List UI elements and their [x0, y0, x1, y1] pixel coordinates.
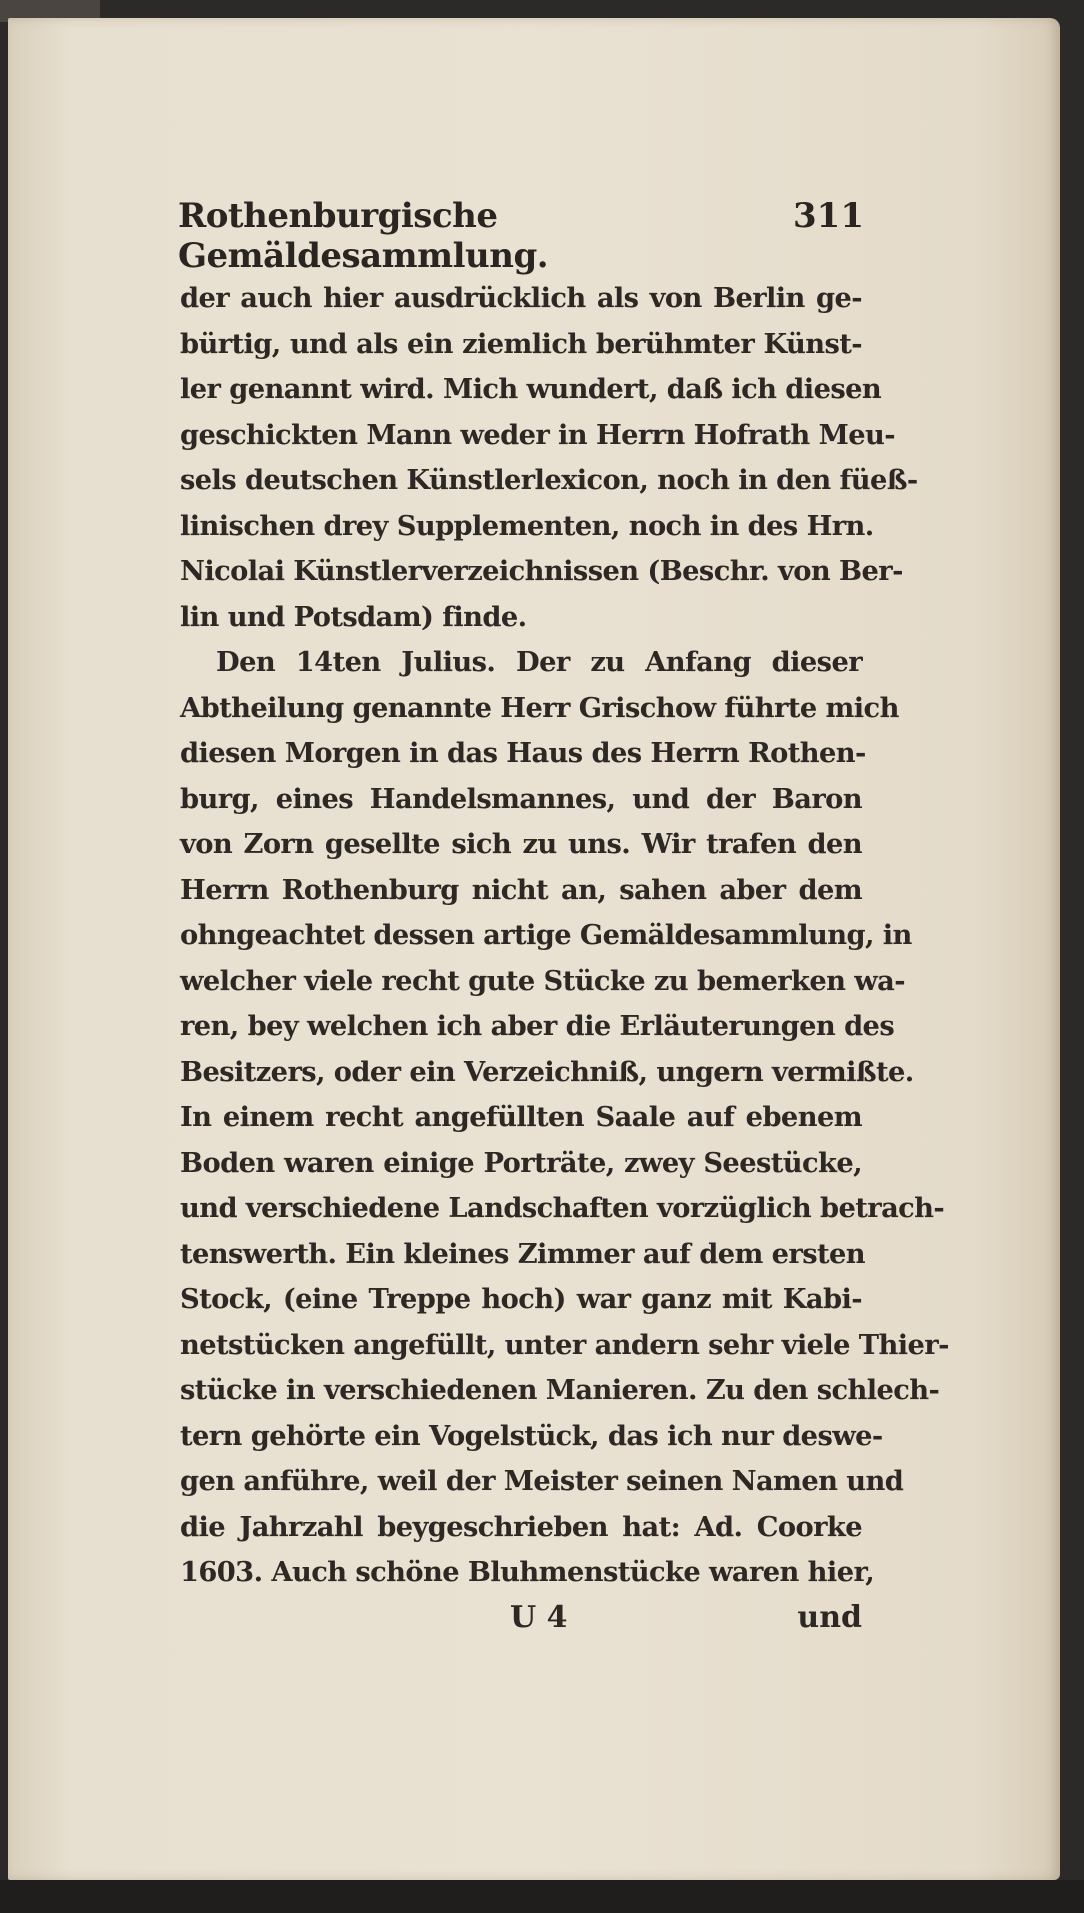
text-line: Stock, (eine Treppe hoch) war ganz mit Kabi- [180, 1283, 862, 1316]
text-line: sels deutschen Künstlerlexicon, noch in den füeß- [180, 464, 918, 497]
text-line: die Jahrzahl beygeschrieben hat: Ad. Coorke [180, 1510, 862, 1543]
text-line: 1603. Auch schöne Bluhmenstücke waren hier, [180, 1556, 875, 1589]
signature-mark: U 4 [510, 1600, 568, 1635]
text-line: Boden waren einige Porträte, zwey Seestücke, [180, 1146, 862, 1179]
catchword: und [797, 1600, 862, 1635]
text-line: tern gehörte ein Vogelstück, das ich nur deswe- [180, 1419, 883, 1452]
scan-background [0, 1880, 1084, 1913]
text-line: und verschiedene Landschaften vorzüglich betrach- [180, 1192, 945, 1225]
text-line: welcher viele recht gute Stücke zu bemerken wa- [180, 964, 905, 997]
text-line: burg, eines Handelsmannes, und der Baron [180, 782, 862, 815]
text-line: geschickten Mann weder in Herrn Hofrath Meu- [180, 418, 895, 451]
text-line: netstücken angefüllt, unter andern sehr viele Thier- [180, 1328, 949, 1361]
text-line: Den 14ten Julius. Der zu Anfang dieser [216, 646, 862, 679]
running-header [178, 196, 864, 276]
text-line: ohngeachtet dessen artige Gemäldesammlung, in [180, 919, 912, 952]
text-line: Abtheilung genannte Herr Grischow führte mich [180, 691, 899, 724]
text-line: tenswerth. Ein kleines Zimmer auf dem ersten [180, 1237, 865, 1270]
page-body [180, 276, 949, 1596]
text-line: diesen Morgen in das Haus des Herrn Rothen- [180, 737, 866, 770]
text-line: Herrn Rothenburg nicht an, sahen aber dem [180, 873, 862, 906]
text-line: von Zorn gesellte sich zu uns. Wir trafen den [180, 828, 862, 861]
text-line: der auch hier ausdrücklich als von Berlin ge- [180, 282, 862, 314]
text-line: gen anführe, weil der Meister seinen Namen und [180, 1465, 904, 1498]
text-line: bürtig, und als ein ziemlich berühmter Künst- [180, 327, 862, 360]
text-line: stücke in verschiedenen Manieren. Zu den schlech- [180, 1374, 940, 1407]
running-title: Rothenburgische Gemäldesammlung. [178, 196, 549, 276]
text-line: Besitzers, oder ein Verzeichniß, ungern vermißte. [180, 1055, 914, 1088]
text-line: lin und Potsdam) finde. [180, 600, 527, 633]
page-footer [180, 1600, 862, 1650]
text-line: linischen drey Supplementen, noch in des Hrn. [180, 509, 874, 542]
page-number: 311 [793, 196, 864, 236]
text-line: In einem recht angefüllten Saale auf ebenem [180, 1101, 862, 1134]
text-line: ler genannt wird. Mich wundert, daß ich diesen [180, 373, 882, 406]
text-line: ren, bey welchen ich aber die Erläuterungen des [180, 1010, 895, 1043]
text-line: Nicolai Künstlerverzeichnissen (Beschr. von Ber- [180, 555, 903, 588]
